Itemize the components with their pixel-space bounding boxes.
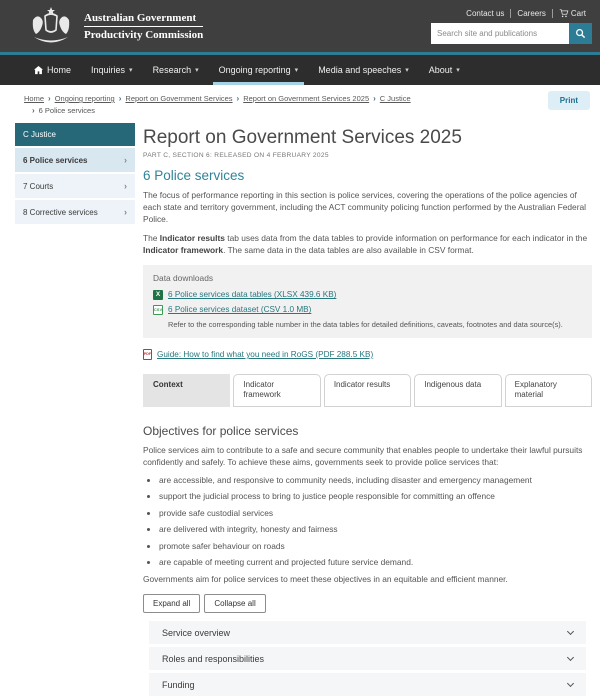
nav-about[interactable] [419,55,470,85]
gov-title: Australian Government [84,12,203,27]
csv-file-icon: CSV [153,305,163,315]
content-tabs [143,374,592,407]
sidebar-item-label: 6 Police services [23,155,88,165]
sidebar-item-corrective-services[interactable] [15,200,135,224]
chevron-down-icon: ▾ [294,67,299,74]
chevron-down-icon [567,654,574,661]
cart-label: Cart [570,8,586,18]
page-title: Report on Government Services 2025 [143,127,462,148]
objectives-heading: Objectives for police services [143,423,299,438]
sidebar-item-courts[interactable] [15,174,135,198]
careers-link[interactable]: Careers [510,9,551,18]
nav-label: Inquiries [91,65,126,75]
data-downloads-title: Data downloads [153,272,214,283]
breadcrumb-separator-icon: › [48,94,51,103]
nav-media-and-speeches[interactable] [308,55,419,85]
sidebar-item-label: 8 Corrective services [23,207,98,217]
objectives-list [159,475,592,568]
breadcrumb-current: 6 Police services [38,106,95,115]
chevron-down-icon: ▾ [195,67,199,74]
download-xlsx-link[interactable]: 6 Police services data tables (XLSX 439.6 KB) [168,290,337,300]
accordion-roles-and-responsibilities[interactable] [149,647,586,670]
para2-bold-indicator-framework: Indicator framework [143,244,224,255]
accordion-service-overview[interactable] [149,621,586,644]
home-icon [34,66,43,75]
agency-title: Productivity Commission [84,28,204,41]
cart-icon [559,9,568,18]
objective-item: • promote safer behaviour on roads [159,541,592,551]
breadcrumb-rogs-2025[interactable]: Report on Government Services 2025 [243,94,370,103]
breadcrumb-separator-icon: › [373,94,376,103]
accordion-group [149,621,586,696]
nav-label: Research [152,65,192,75]
sidebar-item-label: 7 Courts [23,181,54,191]
intro-paragraph-1: The focus of performance reporting in this section is police services, covering the operations of the police agencies of each state and territory government, including the ACT community policing function performed by the Australian Federal Police. [143,190,587,225]
section-sidebar [15,123,135,699]
breadcrumb [24,93,524,117]
breadcrumb-separator-icon: › [118,94,122,103]
downloads-note: Refer to the corresponding table number in the data tables for detailed definitions, caveats, footnotes and data source(s). [168,319,563,329]
search-input[interactable] [431,23,569,44]
guide-pdf-link[interactable]: Guide: How to find what you need in RoGS (PDF 288.5 KB) [157,349,374,359]
main-nav [0,55,600,85]
download-csv-link[interactable]: 6 Police services dataset (CSV 1.0 MB) [168,305,312,315]
objective-item: • are accessible, and responsive to community needs, including disaster and emergency management [159,475,592,485]
objectives-intro: Police services aim to contribute to a safe and secure community that enables people to undertake their lawful pursuits confidently and safely. To achieve these aims, governments seek to provide police services that: [143,444,583,467]
cart-link[interactable] [552,9,592,18]
site-header [0,0,600,52]
pdf-file-icon: PDF [143,349,152,360]
search-icon [575,28,586,39]
breadcrumb-c-justice[interactable]: C Justice [379,94,411,103]
site-branding [84,12,203,41]
nav-inquiries[interactable] [81,55,143,85]
sidebar-header-c-justice: C Justice [15,123,135,146]
objectives-outro: Governments aim for police services to meet these objectives in an equitable and efficient manner. [143,574,508,585]
chevron-right-icon: › [124,155,127,165]
excel-file-icon: X [153,290,163,300]
tab-indigenous-data[interactable]: Indigenous data [414,374,501,407]
nav-research[interactable] [143,55,209,85]
chevron-down-icon: ▾ [405,67,409,74]
accordion-label: Roles and responsibilities [162,653,265,664]
chevron-down-icon: ▾ [456,67,460,74]
nav-ongoing-reporting[interactable] [209,55,309,85]
para2-text: The [143,232,160,243]
tab-explanatory-material[interactable]: Explanatory material [505,374,592,407]
accordion-label: Service overview [162,627,231,638]
breadcrumb-separator-icon: › [236,94,240,103]
print-button[interactable]: Print [548,91,590,110]
tab-indicator-results[interactable]: Indicator results [324,374,411,407]
data-downloads-panel [143,265,592,338]
coat-of-arms-logo [28,6,74,46]
tab-context[interactable]: Context [143,374,230,407]
nav-label: Ongoing reporting [218,65,291,75]
breadcrumb-rogs[interactable]: Report on Government Services [125,94,233,103]
nav-home[interactable] [24,55,81,85]
collapse-all-button[interactable]: Collapse all [204,594,265,613]
nav-label: Media and speeches [318,65,402,75]
intro-paragraph-2 [143,232,592,256]
breadcrumb-ongoing-reporting[interactable]: Ongoing reporting [54,94,115,103]
para2-text: . The same data in the data tables are also available in CSV format. [223,244,474,255]
chevron-right-icon: › [124,207,127,217]
contact-us-link[interactable]: Contact us [466,8,505,18]
breadcrumb-separator-icon: › [32,106,35,115]
chevron-right-icon: › [124,181,127,191]
nav-label: Home [47,65,72,75]
tab-indicator-framework[interactable]: Indicator framework [233,374,320,407]
chevron-down-icon: ▾ [129,67,133,74]
objective-item: • are capable of meeting current and projected future service demand. [159,557,592,567]
section-heading: 6 Police services [143,168,245,183]
accordion-funding[interactable] [149,673,586,696]
breadcrumb-home[interactable]: Home [24,94,45,103]
para2-text: tab uses data from the data tables to provide information on performance for each indicator in the [224,232,588,243]
para2-bold-indicator-results: Indicator results [159,232,225,243]
expand-all-button[interactable]: Expand all [143,594,200,613]
sidebar-item-police-services[interactable] [15,148,135,172]
search-button[interactable] [569,23,592,44]
utility-links [460,9,592,18]
nav-label: About [428,65,453,75]
chevron-down-icon [567,628,574,635]
release-subtitle: PART C, SECTION 6: RELEASED ON 4 FEBRUARY 2025 [143,152,329,159]
objective-item: • provide safe custodial services [159,508,592,518]
chevron-down-icon [567,680,574,687]
accordion-label: Funding [162,679,195,690]
objective-item: • are delivered with integrity, honesty and fairness [159,524,592,534]
objective-item: • support the judicial process to bring to justice people responsible for committing an offence [159,491,592,501]
